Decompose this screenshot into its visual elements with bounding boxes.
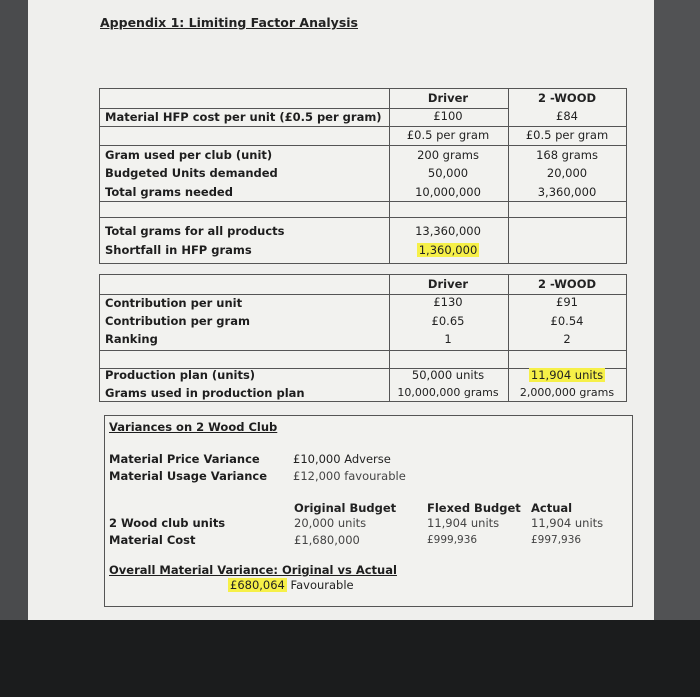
total-2wood: 3,360,000: [537, 185, 597, 199]
usage-variance-value: £12,000 favourable: [293, 469, 406, 483]
col-actual: Actual: [531, 501, 573, 515]
page-title: Appendix 1: Limiting Factor Analysis: [100, 15, 358, 30]
shortfall-label: Shortfall in HFP grams: [105, 243, 252, 257]
total-label: Total grams needed: [105, 185, 233, 199]
rate-driver: £0.5 per gram: [406, 128, 490, 142]
units-label: Budgeted Units demanded: [105, 166, 278, 180]
shortfall-value: 1,360,000: [418, 243, 478, 257]
price-variance-label: Material Price Variance: [109, 452, 260, 466]
grams-used-label: Grams used in production plan: [105, 386, 305, 400]
contrib-unit-2wood: £91: [556, 295, 578, 309]
units-original: 20,000 units: [294, 516, 367, 530]
col-original-budget: Original Budget: [294, 501, 397, 515]
usage-variance-label: Material Usage Variance: [109, 469, 268, 483]
col-flexed-budget: Flexed Budget: [427, 501, 521, 515]
col-header-2wood-2: 2 -WOOD: [537, 277, 597, 291]
plan-2wood: 11,904 units: [530, 368, 604, 382]
cost-label: Material HFP cost per unit (£0.5 per gram): [105, 110, 382, 124]
background-left-edge: [0, 0, 28, 620]
gram-label: Gram used per club (unit): [105, 148, 273, 162]
col-header-driver: Driver: [427, 91, 469, 105]
total-driver: 10,000,000: [415, 185, 481, 199]
grams-used-driver: 10,000,000 grams: [397, 386, 499, 399]
variances-heading: Variances on 2 Wood Club: [109, 420, 278, 434]
units-2wood: 20,000: [546, 166, 588, 180]
overall-variance-note: Favourable: [290, 578, 354, 592]
contrib-gram-label: Contribution per gram: [105, 314, 250, 328]
overall-variance-value: £680,064: [230, 578, 285, 592]
cost-flexed: £999,936: [427, 534, 478, 546]
gram-2wood: 168 grams: [536, 148, 598, 162]
contrib-gram-2wood: £0.54: [550, 314, 584, 328]
ranking-label: Ranking: [105, 332, 158, 346]
club-units-label: 2 Wood club units: [109, 516, 226, 530]
units-actual: 11,904 units: [531, 516, 604, 530]
ranking-2wood: 2: [563, 332, 571, 346]
units-driver: 50,000: [427, 166, 469, 180]
overall-variance-label: Overall Material Variance: Original vs Actual: [109, 563, 397, 577]
plan-label: Production plan (units): [105, 368, 256, 382]
contrib-unit-label: Contribution per unit: [105, 296, 243, 310]
gram-driver: 200 grams: [417, 148, 479, 162]
background-right-edge: [654, 0, 700, 620]
rate-2wood: £0.5 per gram: [525, 128, 609, 142]
cost-actual: £997,936: [531, 534, 582, 546]
units-flexed: 11,904 units: [427, 516, 500, 530]
all-products-label: Total grams for all products: [105, 224, 285, 238]
material-cost-label: Material Cost: [109, 533, 196, 547]
grams-used-2wood: 2,000,000 grams: [519, 386, 615, 399]
screen-bottom-bar: [0, 620, 700, 697]
cost-driver: £100: [433, 109, 463, 123]
col-header-2wood: 2 -WOOD: [537, 91, 597, 105]
contrib-unit-driver: £130: [433, 295, 463, 309]
all-products-value: 13,360,000: [415, 224, 481, 238]
contrib-gram-driver: £0.65: [431, 314, 465, 328]
document-page: [28, 0, 654, 620]
price-variance-value: £10,000 Adverse: [293, 452, 391, 466]
cost-2wood: £84: [556, 109, 578, 123]
col-header-driver-2: Driver: [427, 277, 469, 291]
plan-driver: 50,000 units: [411, 368, 485, 382]
cost-original: £1,680,000: [294, 533, 360, 547]
ranking-driver: 1: [444, 332, 452, 346]
